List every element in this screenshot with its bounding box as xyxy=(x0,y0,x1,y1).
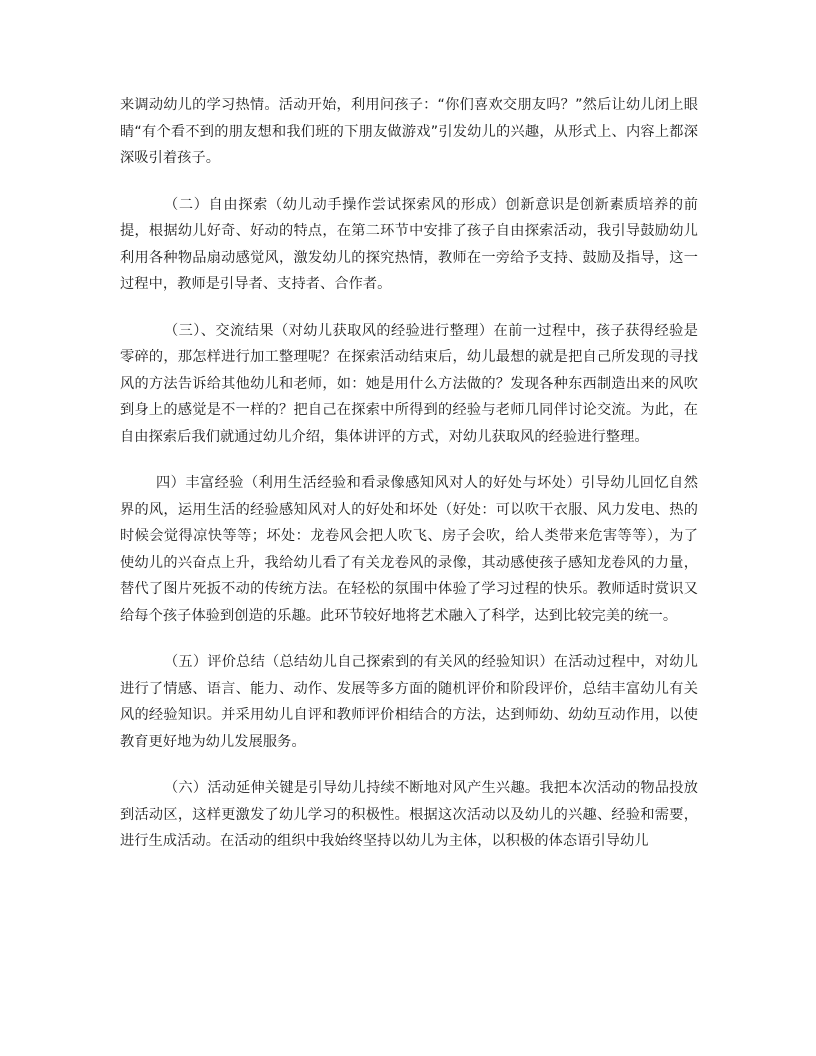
paragraph-evaluation-summary: （五）评价总结（总结幼儿自己探索到的有关风的经验知识）在活动过程中，对幼儿进行了情感、语言、能力、动作、发展等多方面的随机评价和阶段评价，总结丰富幼儿有关风的经验知识。并采用幼儿自评和教师评价相结合的方法，达到师幼、幼幼互动作用，以使教育更好地为幼儿发展服务。 xyxy=(120,654,698,750)
paragraph-activity-extension: （六）活动延伸关键是引导幼儿持续不断地对风产生兴趣。我把本次活动的物品投放到活动区，这样更激发了幼儿学习的积极性。根据这次活动以及幼儿的兴趣、经验和需要，进行生成活动。在活动的组织中我始终坚持以幼儿为主体，以积极的体态语引导幼儿 xyxy=(120,780,698,849)
paragraph-free-exploration: （二）自由探索（幼儿动手操作尝试探索风的形成）创新意识是创新素质培养的前提，根据幼儿好奇、好动的特点，在第二环节中安排了孩子自由探索活动，我引导鼓励幼儿利用各种物品扇动感觉风，激发幼儿的探究热情，教师在一旁给予支持、鼓励及指导，这一过程中，教师是引导者、支持者、合作者。 xyxy=(120,196,698,292)
document-body xyxy=(120,92,698,855)
paragraph-enrich-experience: 四）丰富经验（利用生活经验和看录像感知风对人的好处与坏处）引导幼儿回忆自然界的风，运用生活的经验感知风对人的好处和坏处（好处：可以吹干衣服、风力发电、热的时候会觉得凉快等等；坏处：龙卷风会把人吹飞、房子会吹，给人类带来危害等等），为了使幼儿的兴奋点上升，我给幼儿看了有关龙卷风的录像，其动感使孩子感知龙卷风的力量，替代了图片死扳不动的传统方法。在轻松的氛围中体验了学习过程的快乐。教师适时赏识又给每个孩子体验到创造的乐趣。此环节较好地将艺术融入了科学，达到比较完美的统一。 xyxy=(120,475,698,624)
paragraph-intro: 来调动幼儿的学习热情。活动开始，利用问孩子：“你们喜欢交朋友吗？”然后让幼儿闭上眼睛“有个看不到的朋友想和我们班的下朋友做游戏”引发幼儿的兴趣，从形式上、内容上都深深吸引着孩子。 xyxy=(120,97,698,166)
paragraph-exchange-results: （三）、交流结果（对幼儿获取风的经验进行整理）在前一过程中，孩子获得经验是零碎的，那怎样进行加工整理呢？在探索活动结束后，幼儿最想的就是把自己所发现的寻找风的方法告诉给其他幼儿和老师，如：她是用什么方法做的？发现各种东西制造出来的风吹到身上的感觉是不一样的？把自己在探索中所得到的经验与老师几同伴讨论交流。为此，在自由探索后我们就通过幼儿介绍，集体讲评的方式，对幼儿获取风的经验进行整理。 xyxy=(120,322,698,445)
